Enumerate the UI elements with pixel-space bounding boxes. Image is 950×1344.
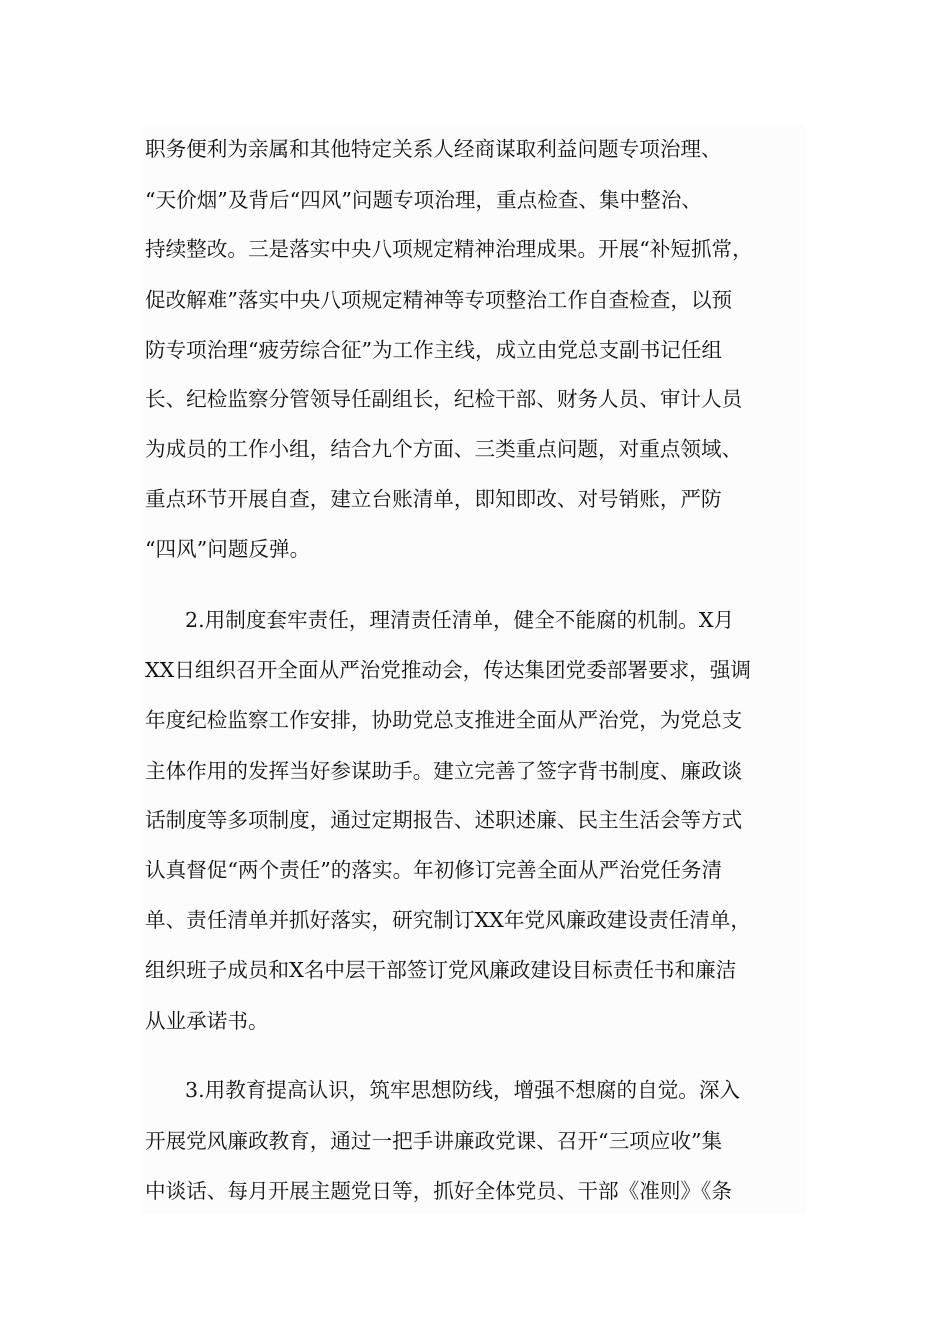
paragraph-2-line-4: 主体作用的发挥当好参谋助手。建立完善了签字背书制度、廉政谈 <box>145 759 743 783</box>
paragraph-2-line-1: 2.用制度套牢责任，理清责任清单，健全不能腐的机制。X月 <box>185 608 735 632</box>
paragraph-3-line-1: 3.用教育提高认识，筑牢思想防线，增强不想腐的自觉。深入 <box>185 1078 741 1102</box>
paragraph-2-line-7: 单、责任清单并抓好落实，研究制订XX年党风廉政建设责任清单， <box>145 908 751 932</box>
paragraph-1-line-2: “天价烟”及背后“四风”问题专项治理，重点检查、集中整治、 <box>145 188 702 212</box>
paragraph-1-line-6: 长、纪检监察分管领导任副组长，纪检干部、财务人员、审计人员 <box>145 387 743 411</box>
paragraph-2-line-9: 从业承诺书。 <box>145 1009 269 1033</box>
paragraph-3-line-2: 开展党风廉政教育，通过一把手讲廉政党课、召开“三项应收”集 <box>145 1129 723 1153</box>
paragraph-2-line-6: 认真督促“两个责任”的落实。年初修订完善全面从严治党任务清 <box>145 858 723 882</box>
paragraph-1-line-7: 为成员的工作小组，结合九个方面、三类重点问题，对重点领域、 <box>145 437 743 461</box>
paragraph-1-line-4: 促改解难”落实中央八项规定精神等专项整治工作自查检查，以预 <box>145 288 733 312</box>
paragraph-2-line-3: 年度纪检监察工作安排，协助党总支推进全面从严治党，为党总支 <box>145 708 743 732</box>
paragraph-1-line-1: 职务便利为亲属和其他特定关系人经商谋取利益问题专项治理、 <box>145 137 722 161</box>
paragraph-1-line-5: 防专项治理“疲劳综合征”为工作主线，成立由党总支副书记任组 <box>145 338 723 362</box>
paragraph-1-line-9: “四风”问题反弹。 <box>145 537 311 561</box>
paragraph-2-line-8: 组织班子成员和X名中层干部签订党风廉政建设目标责任书和廉洁 <box>145 958 737 982</box>
paragraph-2-line-2: XX日组织召开全面从严治党推动会，传达集团党委部署要求，强调 <box>145 658 751 682</box>
paragraph-3-line-3: 中谈话、每月开展主题党日等，抓好全体党员、干部《准则》《条 <box>145 1179 732 1203</box>
paragraph-2-line-5: 话制度等多项制度，通过定期报告、述职述廉、民主生活会等方式 <box>145 808 743 832</box>
paragraph-1-line-8: 重点环节开展自查，建立台账清单，即知即改、对号销账，严防 <box>145 487 722 511</box>
paragraph-1-line-3: 持续整改。三是落实中央八项规定精神治理成果。开展“补短抓常， <box>145 237 753 261</box>
